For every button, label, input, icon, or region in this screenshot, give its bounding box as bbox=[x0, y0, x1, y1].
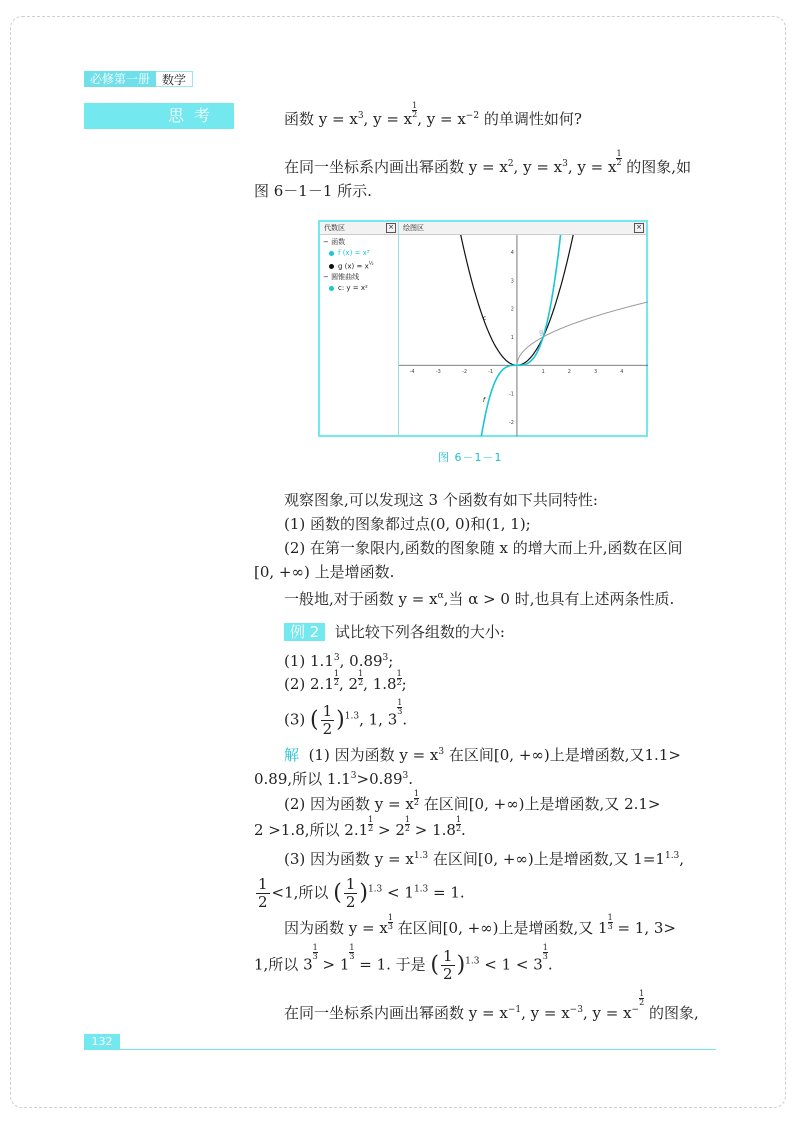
q-suffix: 的单调性如何? bbox=[479, 110, 582, 128]
curve-label-g: g bbox=[539, 329, 544, 337]
example-item-1: (1) $1.1^3$, 0.89$^3$; bbox=[284, 652, 394, 670]
x-tick-label: -2 bbox=[462, 369, 468, 376]
figure-6-1-1 bbox=[318, 220, 648, 437]
x-tick-label: -3 bbox=[435, 369, 441, 376]
close-icon[interactable]: × bbox=[634, 223, 644, 233]
y-tick-label: -2 bbox=[508, 419, 514, 426]
para-figure-ref: 图 6－1－1 所示. bbox=[254, 182, 372, 200]
think-question: 函数 $y = x^3$, y = x $\frac{1}{2}$, $y = x^{-2}$ 的单调性如何? bbox=[284, 101, 582, 128]
y-tick-label: 1 bbox=[510, 334, 514, 341]
para-draw-powers: 在同一坐标系内画出幂函数 $y = x^2$, $y = x^3$, y = x $\frac{1}{2}$ 的图象,如 bbox=[284, 149, 692, 176]
x-tick-label: 2 bbox=[567, 369, 571, 376]
solution-1b: 0.89,所以 $1.1^3>0.89^3$. bbox=[254, 770, 414, 788]
graphics-panel bbox=[399, 222, 646, 435]
y-tick-label: 4 bbox=[510, 249, 514, 256]
f-entry[interactable]: f (x) = x³ bbox=[323, 248, 398, 259]
property-1: (1) 函数的图象都过点(0, 0)和(1, 1); bbox=[284, 515, 531, 533]
example-tag: 例 2 bbox=[284, 623, 325, 641]
function-plot bbox=[399, 235, 648, 436]
series-label: 必修第一册 bbox=[84, 71, 156, 87]
x-tick-label: 4 bbox=[620, 369, 624, 376]
c-dot-icon bbox=[329, 286, 334, 291]
curve-label-f: f bbox=[482, 397, 485, 405]
algebra-panel-title: 代数区 × bbox=[320, 222, 398, 235]
general-statement: 一般地,对于函数 $y = x^\alpha$,当 α > 0 时,也具有上述两条性质. bbox=[284, 590, 675, 608]
y-tick-label: 2 bbox=[510, 306, 514, 313]
solution-3a: (3) 因为函数 $y = x^{1.3}$ 在区间[0, +∞)上是增函数,又 $1=1^{1.3}$, bbox=[284, 850, 685, 868]
observation: 观察图象,可以发现这 3 个函数有如下共同特性: bbox=[284, 491, 598, 509]
group-conics: − 圆锥曲线 bbox=[323, 273, 360, 282]
g-dot-icon bbox=[329, 264, 334, 269]
x-tick-label: -4 bbox=[409, 369, 415, 376]
x-tick-label: -1 bbox=[488, 369, 494, 376]
solution-4b: 1,所以 3 $\frac{1}{3} > 1$ $\frac{1}{3} = 1$. 于是 ( $\frac{1}{2})^{1.3} < 1 < 3$ $\frac{1}{3}$. bbox=[254, 943, 553, 983]
x-tick-label: 1 bbox=[541, 369, 545, 376]
y-tick-label: -1 bbox=[508, 391, 514, 398]
example-item-2: (2) 2.1 $\frac{1}{2}$, 2 $\frac{1}{2}$, 1.8 $\frac{1}{2}$; bbox=[284, 669, 407, 693]
y-tick-label: 3 bbox=[510, 278, 514, 285]
property-2a: (2) 在第一象限内,函数的图象随 x 的增大而上升,函数在区间 bbox=[284, 539, 683, 557]
g-entry[interactable]: g $(x) = x^{\frac{1}{2}}$ bbox=[323, 259, 398, 272]
curve-label-c: c bbox=[482, 314, 487, 322]
curve-f bbox=[479, 235, 562, 436]
subject-label: 数学 bbox=[156, 71, 193, 87]
solution-4a: 因为函数 y = x $\frac{1}{3}$ 在区间[0, +∞)上是增函数,又 1 $\frac{1}{3} = 1$, 3> bbox=[284, 913, 676, 937]
closing-paragraph: 在同一坐标系内画出幂函数 $y = x^{-1}$, $y = x^{-3}$, $y = x^{- \frac{1}{2}}$ 的图象, bbox=[284, 989, 699, 1022]
footer-rule bbox=[84, 1049, 716, 1050]
p1-start: 在同一坐标系内画出幂函数 y = x bbox=[284, 158, 508, 176]
solution-3b: $\frac{1}{2} <1$,所以 ( $\frac{1}{2})^{1.3} < 1^{1.3} = 1$. bbox=[258, 875, 465, 911]
x-tick-label: 3 bbox=[593, 369, 598, 376]
book-header bbox=[84, 71, 193, 87]
c-entry[interactable]: c: y = x² bbox=[323, 283, 398, 294]
close-icon[interactable]: × bbox=[386, 223, 396, 233]
solution-1a: 解 (1) 因为函数 $y = x^3$ 在区间[0, +∞)上是增函数,又1.1> bbox=[284, 746, 681, 764]
solution-tag: 解 bbox=[284, 746, 300, 764]
q-prefix: 函数 y = x bbox=[284, 110, 358, 128]
figure-caption: 图 6－1－1 bbox=[438, 451, 503, 464]
solution-2b: 2 >1.8,所以 2.1 $\frac{1}{2} > 2$ $\frac{1}{2} > 1.8$ $\frac{1}{2}$. bbox=[254, 815, 466, 839]
example-item-3: (3) ( $\frac{1}{2})^{1.3}$, 1, 3 $\frac{1}{3}$. bbox=[284, 698, 408, 738]
graphics-panel-title: 绘图区 × bbox=[399, 222, 646, 235]
p1-end: 的图象,如 bbox=[621, 158, 692, 176]
solution-2a: (2) 因为函数 y = x $\frac{1}{2}$ 在区间[0, +∞)上是增函数,又 2.1> bbox=[284, 789, 661, 813]
algebra-panel bbox=[320, 222, 399, 435]
f-dot-icon bbox=[329, 251, 334, 256]
example-heading: 例 2 试比较下列各组数的大小: bbox=[284, 622, 505, 642]
think-label: 思考 bbox=[84, 103, 234, 129]
property-2b: [0, +∞) 上是增函数. bbox=[254, 563, 395, 581]
page-number: 132 bbox=[84, 1034, 120, 1050]
curve-g bbox=[517, 302, 648, 365]
group-functions: − 函数 bbox=[323, 238, 346, 246]
page-frame bbox=[10, 16, 786, 1108]
